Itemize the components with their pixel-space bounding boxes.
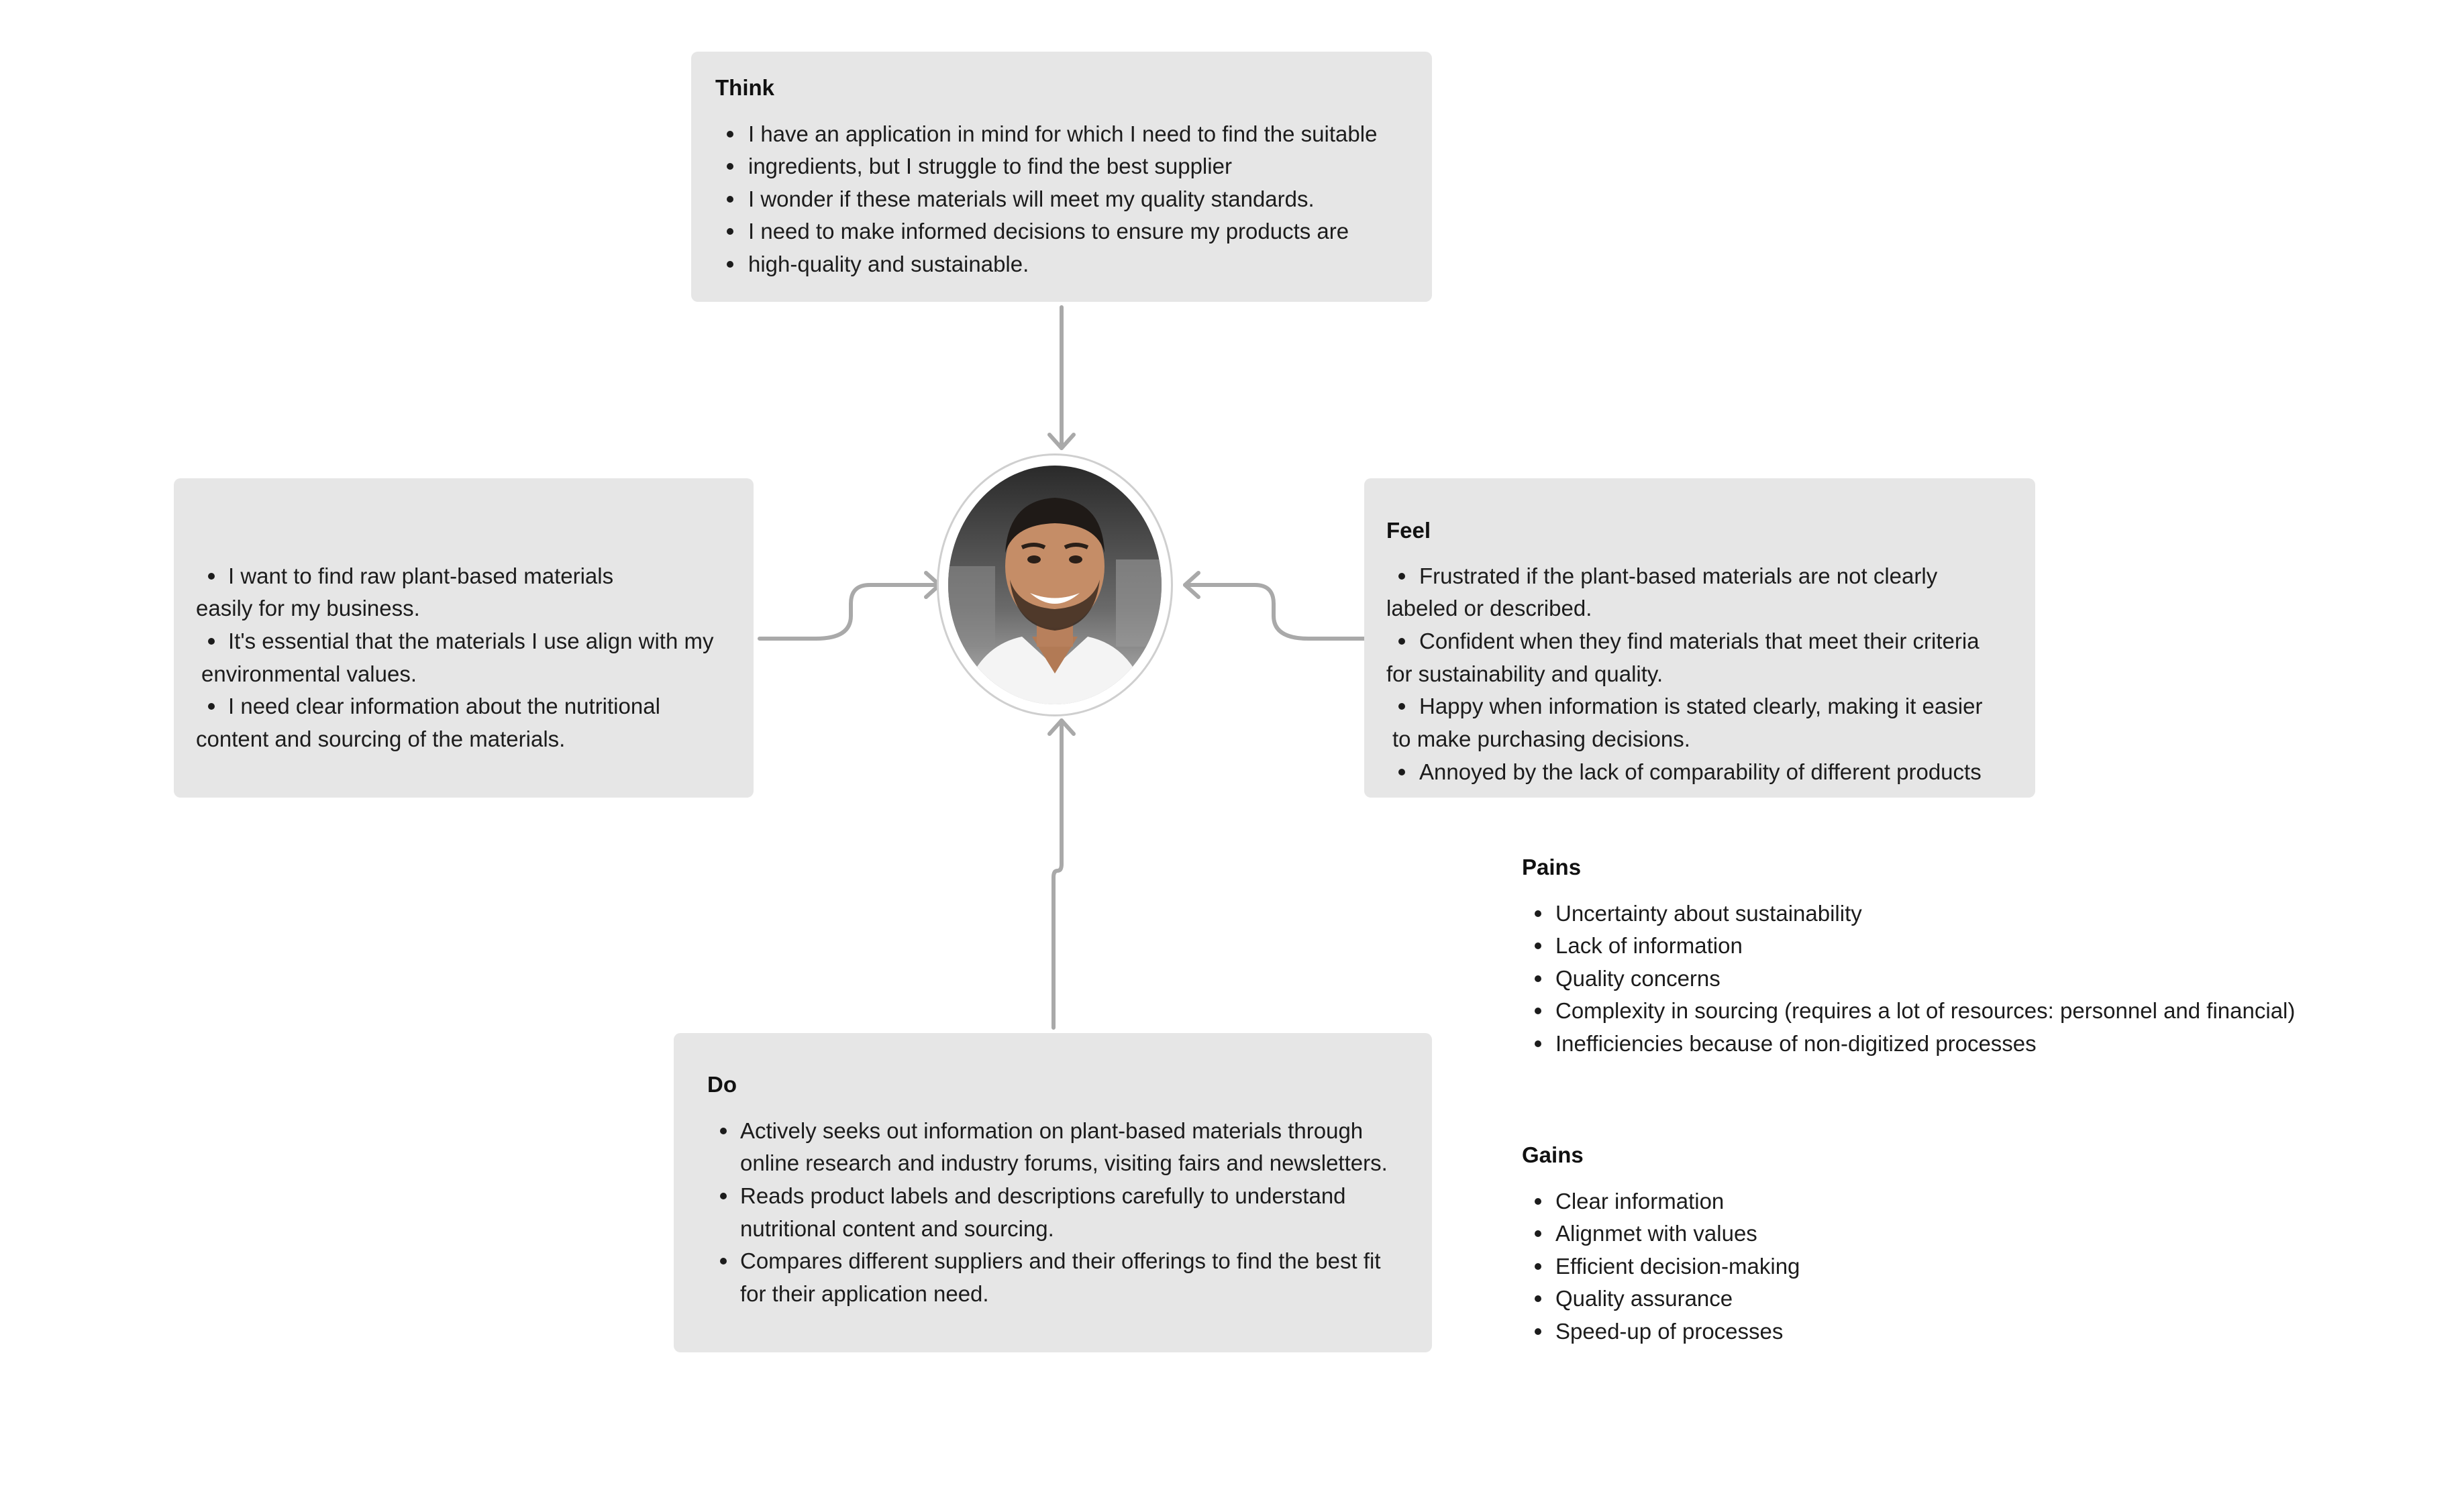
- bullet-dot: [1535, 1263, 1541, 1270]
- feel-line-4: for sustainability and quality.: [1386, 661, 1663, 686]
- pains-item-4: Complexity in sourcing (requires a lot of resources: personnel and financial): [1555, 998, 2296, 1023]
- do-line-3: Reads product labels and descriptions carefully to understand: [740, 1183, 1346, 1208]
- say-line-4: environmental values.: [201, 661, 417, 686]
- gains-item-2: Alignmet with values: [1555, 1221, 1757, 1246]
- bullet-dot: [1535, 1328, 1541, 1335]
- feel-line-1: Frustrated if the plant-based materials are not clearly: [1419, 563, 1938, 588]
- person-photo-icon: [948, 466, 1162, 704]
- bullet-dot: [1398, 638, 1405, 645]
- gains-title: Gains: [1522, 1142, 1584, 1167]
- bullet-dot: [1535, 910, 1541, 917]
- say-connector: [760, 585, 939, 639]
- pains-title: Pains: [1522, 855, 1582, 879]
- bullet-dot: [727, 131, 733, 138]
- pains-item-2: Lack of information: [1555, 933, 1743, 958]
- bullet-dot: [1398, 573, 1405, 580]
- bullet-dot: [1535, 975, 1541, 982]
- do-line-4: nutritional content and sourcing.: [740, 1216, 1054, 1241]
- gains-item-3: Efficient decision-making: [1555, 1254, 1800, 1279]
- bullet-dot: [727, 228, 733, 235]
- bullet-dot: [1398, 769, 1405, 775]
- think-line-1: I have an application in mind for which I need to find the suitable: [748, 121, 1378, 146]
- think-line-4: I need to make informed decisions to ensure my products are: [748, 219, 1349, 244]
- do-line-6: for their application need.: [740, 1281, 989, 1306]
- do-line-2: online research and industry forums, visiting fairs and newsletters.: [740, 1150, 1388, 1175]
- feel-title: Feel: [1386, 518, 1431, 543]
- bullet-dot: [208, 638, 215, 645]
- bullet-dot: [1535, 1295, 1541, 1302]
- say-line-2: easily for my business.: [196, 596, 420, 621]
- feel-line-5: Happy when information is stated clearly, making it easier: [1419, 694, 1983, 718]
- say-line-1: I want to find raw plant-based materials: [228, 563, 614, 588]
- gains-item-5: Speed-up of processes: [1555, 1319, 1784, 1344]
- bullet-dot: [727, 196, 733, 203]
- gains-item-4: Quality assurance: [1555, 1286, 1733, 1311]
- bullet-dot: [1535, 1008, 1541, 1014]
- think-line-3: I wonder if these materials will meet my quality standards.: [748, 186, 1315, 211]
- feel-line-7: Annoyed by the lack of comparability of different products: [1419, 759, 1982, 784]
- bullet-dot: [1535, 1040, 1541, 1047]
- say-line-5: I need clear information about the nutritional: [228, 694, 660, 718]
- bullet-dot: [727, 163, 733, 170]
- think-title: Think: [715, 75, 774, 100]
- think-line-2: ingredients, but I struggle to find the best supplier: [748, 154, 1232, 178]
- do-line-1: Actively seeks out information on plant-based materials through: [740, 1118, 1364, 1143]
- say-line-3: It's essential that the materials I use align with my: [228, 629, 714, 653]
- feel-line-3: Confident when they find materials that meet their criteria: [1419, 629, 1980, 653]
- bullet-dot: [1535, 1230, 1541, 1237]
- feel-line-2: labeled or described.: [1386, 596, 1592, 621]
- bullet-dot: [1535, 942, 1541, 949]
- feel-connector: [1185, 585, 1365, 639]
- bullet-dot: [727, 261, 733, 268]
- bullet-dot: [1535, 1198, 1541, 1205]
- think-line-5: high-quality and sustainable.: [748, 252, 1029, 276]
- do-line-5: Compares different suppliers and their offerings to find the best fit: [740, 1248, 1381, 1273]
- bullet-dot: [720, 1128, 727, 1134]
- say-line-6: content and sourcing of the materials.: [196, 726, 566, 751]
- pains-item-1: Uncertainty about sustainability: [1555, 901, 1862, 926]
- bullet-dot: [1398, 703, 1405, 710]
- do-title: Do: [707, 1072, 737, 1097]
- bullet-dot: [208, 573, 215, 580]
- gains-item-1: Clear information: [1555, 1189, 1725, 1214]
- do-connector: [1054, 720, 1062, 1028]
- bullet-dot: [720, 1193, 727, 1199]
- pains-item-5: Inefficiencies because of non-digitized processes: [1555, 1031, 2037, 1056]
- pains-item-3: Quality concerns: [1555, 966, 1721, 991]
- avatar: [948, 466, 1162, 704]
- bullet-dot: [720, 1258, 727, 1264]
- feel-line-6: to make purchasing decisions.: [1392, 726, 1690, 751]
- bullet-dot: [208, 703, 215, 710]
